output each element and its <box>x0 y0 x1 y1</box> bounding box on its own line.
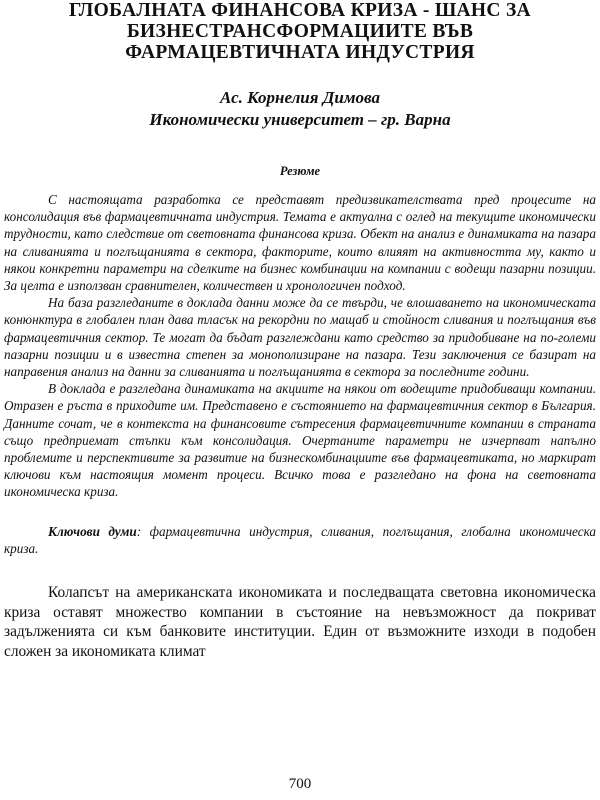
abstract-paragraph: На база разгледаните в доклада данни може да се твърди, че влошаването на икономическата конюнктура в глобален план дава тласък на рекордни по мащаб и стойност сливания и поглъщания във фармацевтичния сектор. Те могат да бъдат разглеждани като средство за придобиване на по-големи пазарни позиции и в известна степен за монополизиране на пазара. Тези заключения се базират на направения анализ на данни за сливанията и поглъщанията в сектора за последните години. <box>4 295 596 380</box>
abstract-heading: Резюме <box>279 164 321 178</box>
keywords-text: фармацевтична индустрия, сливания, поглъщания, глобална икономическа криза. <box>4 523 597 556</box>
paper-title-line: ФАРМАЦЕВТИЧНАТА ИНДУСТРИЯ <box>125 42 475 63</box>
keywords-label: Ключови думи <box>48 523 137 539</box>
paper-title-line: ГЛОБАЛНАТА ФИНАНСОВА КРИЗА - ШАНС ЗА <box>69 0 531 21</box>
keywords-separator: : <box>136 523 142 539</box>
body-paragraph: Колапсът на американската икономиката и последващата световна икономическа криза оставят множество компании в състояние на невъзможност да покриват задълженията си към банковите институции. Един от възможните изходи в подобен сложен за икономиката климат <box>4 584 596 660</box>
body-text <box>4 583 596 661</box>
abstract-paragraph: В доклада е разгледана динамиката на акциите на някои от водещите придобиващи компании. Отразен е ръста в приходите им. Представено е състоянието на фармацевтичния сектор в България. Данните сочат, че в контекста на финансовите сътресения фармацевтичните компании в страната също предприемат стъпки към консолидация. Очертаните параметри не изчерпват напълно проблемите и перспективите за развитие на бизнескомбинациите във фармацевтиката, но маркират ключови към настоящия момент процеси. Всичко това е разгледано на фона на световната икономическа криза. <box>4 381 596 500</box>
paper-title <box>4 0 596 63</box>
abstract <box>4 191 596 501</box>
page-number: 700 <box>288 776 312 792</box>
paper-title-line: БИЗНЕСТРАНСФОРМАЦИИТЕ ВЪВ <box>126 21 474 42</box>
author-affiliation: Икономически университет – гр. Варна <box>149 110 451 129</box>
author-name: Ас. Корнелия Димова <box>220 88 380 107</box>
author-block <box>4 87 596 131</box>
abstract-paragraph: С настоящата разработка се представят предизвикателствата пред процесите на консолидация във фармацевтичната индустрия. Темата е актуална с оглед на текущите икономически трудности, като следствие от световната финансова криза. Обект на анализ е динамиката на пазара на сливанията и поглъщанията в сектора, факторите, които влияят на активността му, както и някои конкретни параметри на сделките на бизнес комбинации на компании с водещи пазарни позиции. За целта е използван сравнителен, количествен и хронологичен подход. <box>4 192 596 294</box>
keywords <box>4 523 596 557</box>
